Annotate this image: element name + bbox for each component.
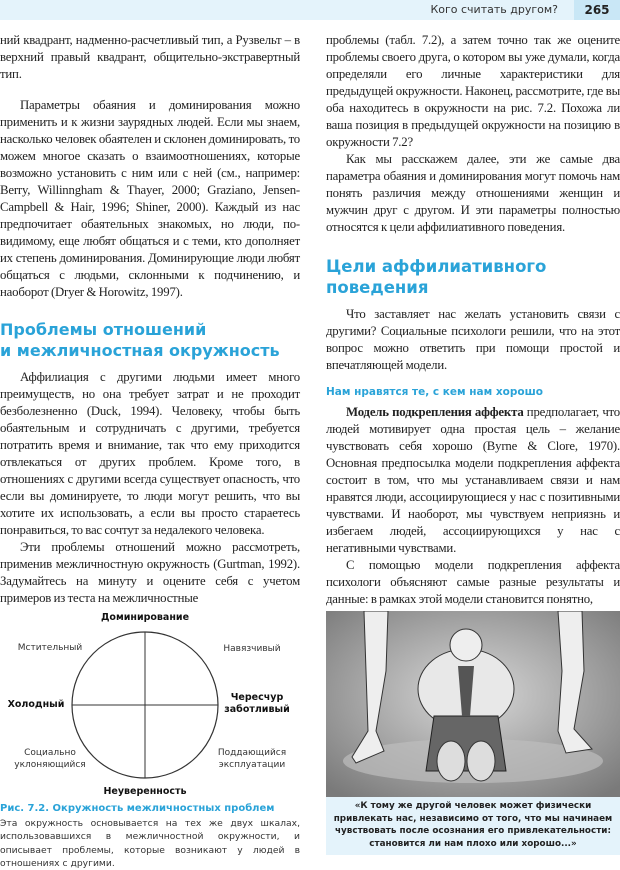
label-right: [222, 692, 292, 716]
label-line: уклоняющийся: [14, 760, 86, 770]
circumplex-figure: [0, 602, 310, 802]
label-line: эксплуатации: [218, 760, 286, 770]
left-column: [0, 32, 300, 607]
label-line: заботливый: [224, 704, 290, 715]
paragraph: ний квадрант, надменно-расчетливый тип, а Рузвельт – в верхний правый квадрант, общительно-экстравертный тип.: [0, 33, 300, 81]
key-term: Модель подкрепления аффекта: [346, 405, 524, 419]
cartoon-illustration: [326, 611, 620, 797]
paragraph: проблемы (табл. 7.2), а затем точно так же оцените проблемы своего друга, о котором вы уже думали, когда определяли его личные характеристики для предыдущей окружности. Наконец, рассмотрите, где вы оба находитесь в окружности на рис. 7.2. Похожа ли ваша позиция в предыдущей окружности на позицию в окружности 7.2?: [326, 33, 620, 149]
label-top-left: Мстительный: [17, 643, 83, 653]
running-header: [0, 0, 620, 20]
paragraph: Параметры обаяния и доминирования можно применить и к жизни заурядных людей. Если мы знаем, насколько человек обаятелен и склонен доминировать, то можем многое сказать о взаимоотношениях, которые возможно установить с ним или с ней (см., например: Berry, Willinngham & Thayer, 2000; Graziano, Jensen-Campbell & Hair, 1996; Shiner, 2000). Каждый из нас предпочитает обаятельных знакомых, но люди, по-видимому, еще любят общаться и с теми, кто дополняет их степень доминирования. Доминирующие люди любят общаться с людьми, склонными к подчинению, и наоборот (Dryer & Horowitz, 1997).: [0, 98, 300, 299]
paragraph: Аффилиация с другими людьми имеет много преимуществ, но она требует затрат и не проходит безболезненно (Duck, 1994). Человеку, чтобы быть обаятельным и сотрудничать с другими, требуется потратить время и внимание, так что ему приходится отвлекаться от других проблем. Кроме того, в отношениях с другими всегда существует опасность, что если вы доминируете, то люди могут решить, что вы хотите их использовать, а если вы просто стараетесь понравиться, то вас сочтут за недалекого человека.: [0, 370, 300, 537]
paragraph: С помощью модели подкрепления аффекта психологи объясняют самые разные результаты и данные: в рамках этой модели становится понятно,: [326, 558, 620, 606]
section-heading: [0, 319, 300, 361]
label-bottom-left: [10, 747, 90, 771]
label-line: Чересчур: [230, 692, 284, 703]
heading-line: и межличностная окружность: [0, 341, 280, 360]
paragraph-text: предполагает, что людей мотивирует одна простая цель – желание чувствовать себя хорошо (Byrne & Clore, 1970). Основная предпосылка модели подкрепления аффекта состоит в том, что мы устанавливаем связи и нам нравятся люди, ассоциирующиеся у нас с позитивными чувствами. И наоборот, мы чувствуем неприязнь и избегаем людей, ассоциирующихся у нас с негативными чувствами.: [326, 405, 620, 555]
label-top-right: Навязчивый: [223, 644, 281, 654]
paragraph: Как мы расскажем далее, эти же самые два параметра обаяния и доминирования могут помочь нам понять различия между отношениями женщин и мужчин друг с другом. И эти параметры полностью относятся к цели аффилиативного поведения.: [326, 152, 620, 234]
paragraph: Эти проблемы отношений можно рассмотреть, применив межличностную окружность (Gurtman, 1992). Задумайтесь на минуту и оцените себя с учетом примеров из теста на межличностные: [0, 540, 300, 605]
paragraph: [326, 404, 620, 557]
section-heading: Цели аффилиативного поведения: [326, 257, 547, 297]
label-line: Поддающийся: [217, 748, 287, 758]
paragraph: Что заставляет нас желать установить связи с другими? Социальные психологи решили, что на этот вопрос можно ответить при помощи простой и впечатляющей модели.: [326, 307, 620, 372]
label-bottom-right: [212, 747, 292, 771]
subheading: Нам нравятся те, с кем нам хорошо: [326, 386, 543, 398]
page-number: 265: [574, 0, 620, 20]
figure-caption-title: Рис. 7.2. Окружность межличностных проблем: [0, 803, 275, 814]
label-line: Социально: [24, 748, 76, 758]
running-title: Кого считать другом?: [430, 3, 558, 16]
label-left: Холодный: [7, 699, 65, 710]
right-column: [326, 32, 620, 608]
heading-line: Проблемы отношений: [0, 320, 207, 339]
label-bottom: Неуверенность: [103, 786, 187, 797]
illustration-caption: «К тому же другой человек может физически привлекать нас, независимо от того, что мы начинаем чувствовать после осознания его привлекательности: становится ли нам плохо или хорошо...»: [326, 797, 620, 855]
figure-caption-body: Эта окружность основывается на тех же двух шкалах, использовавшихся в межличностной окружности, и описывает проблемы, которые возникают у людей в отношениях с другими.: [0, 818, 300, 869]
label-top: Доминирование: [100, 612, 190, 623]
